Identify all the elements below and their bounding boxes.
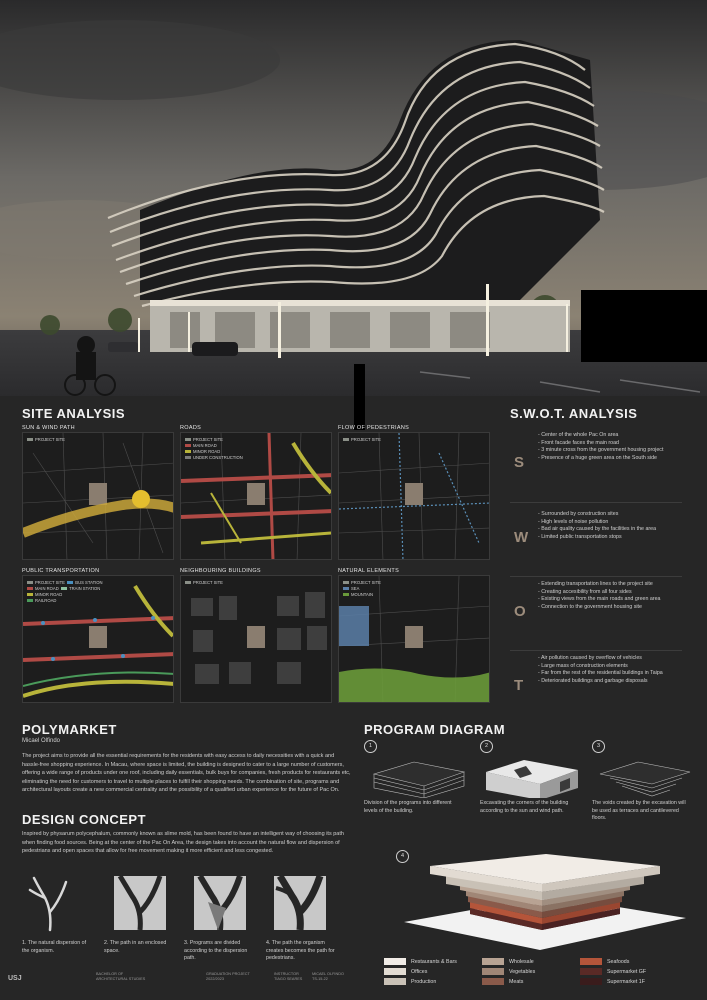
swot-letter: T <box>514 677 524 694</box>
footer-student: MICAEL OLFINDO TS-15-22 <box>312 972 344 981</box>
concept-step-caption: 2. The path in an enclosed space. <box>104 940 167 954</box>
legend-item: Wholesale <box>482 958 534 965</box>
legend-item: Supermarket GF <box>580 968 646 975</box>
concept-step-caption: 3. Programs are divided according to the dispersion path. <box>184 940 248 962</box>
step-number: 3 <box>592 740 605 753</box>
footer-project: GRADUATION PROJECT 2022/2023 <box>206 972 250 981</box>
map-legend: PROJECT SITE <box>343 437 381 443</box>
swot-row-threats <box>510 650 682 725</box>
swot-row-weaknesses <box>510 502 682 577</box>
swot-list: - Air pollution caused by overflow of vehicles - Large mass of construction elements - Far from the rest of the residential buildings in Taipa - Deteriorated buildings and garbage disposals <box>538 655 663 684</box>
program-step-caption: The voids created by the excavation will be used as terraces and cantilevered floors. <box>592 800 686 822</box>
legend-item: Restaurants & Bars <box>384 958 457 965</box>
map-title-neighbouring: NEIGHBOURING BUILDINGS <box>180 568 261 574</box>
concept-step-3-graphic <box>194 876 246 930</box>
map-natural <box>338 575 490 703</box>
swot-title: S.W.O.T. ANALYSIS <box>510 406 638 421</box>
step-number: 4 <box>396 850 409 863</box>
map-graphic <box>339 433 490 560</box>
map-legend: PROJECT SITE <box>185 580 223 586</box>
step-1-massing <box>374 762 464 798</box>
swot-list: - Surrounded by construction sites - High levels of noise pollution - Bad air quality caused by the facilities in the area - Limited public transportation stops <box>538 511 657 540</box>
footer-degree: BACHELOR OF ARCHITECTURAL STUDIES <box>96 972 146 981</box>
concept-step-4-graphic <box>274 876 326 930</box>
redacted-bar <box>354 364 365 430</box>
map-legend: PROJECT SITE <box>27 437 65 443</box>
step-3-massing <box>600 762 690 796</box>
map-legend: PROJECT SITE SEA MOUNTAIN <box>343 580 381 598</box>
concept-step-1-graphic <box>30 878 66 930</box>
map-transport <box>22 575 174 703</box>
legend-item: Offices <box>384 968 427 975</box>
map-title-transport: PUBLIC TRANSPORTATION <box>22 568 100 574</box>
map-title-roads: ROADS <box>180 425 202 431</box>
map-legend: PROJECT SITE MAIN ROAD MINOR ROAD UNDER CONSTRUCTION <box>185 437 243 461</box>
map-pedestrians <box>338 432 490 560</box>
map-title-natural: NATURAL ELEMENTS <box>338 568 400 574</box>
polymarket-title: POLYMARKET <box>22 722 117 737</box>
map-title-sun-wind: SUN & WIND PATH <box>22 425 75 431</box>
author-name: Micael Olfindo <box>22 738 61 744</box>
swot-letter: W <box>514 529 529 546</box>
design-concept-body: Inspired by physarum polycephalum, commonly known as slime mold, has been found to have an intelligent way of choosing its path when finding food sources. Being at the center of the Pac On Area, the design takes into account the natural flow and dispersion of pedestrians and open spaces that allow for free movement making it more efficient and less congested. <box>22 831 344 855</box>
legend-item: Supermarket 1F <box>580 978 645 985</box>
polymarket-body: The project aims to provide all the essential requirements for the residents with easy access to daily necessities with a quick and hassle-free shopping experience. In Macau, where space is limited, the building is designed to cater to a large number of customers, offering a wide range of products under one roof, including daily essentials, bulk buys for companies, fresh products for restaurants etc, eliminating the need for customers to travel to multiple places to fulfill their shopping needs. The combination of site, programs and architectural layouts create a new commercial centrality and the possibility of a qualified urban experience for the future of Pac On. <box>22 753 351 794</box>
university-logo: USJ <box>8 975 22 982</box>
legend-item: Vegetables <box>482 968 535 975</box>
swot-row-strengths <box>510 428 682 502</box>
map-roads <box>180 432 332 560</box>
program-diagram-title: PROGRAM DIAGRAM <box>364 722 506 737</box>
site-analysis-title: SITE ANALYSIS <box>22 406 126 421</box>
legend-item: Meats <box>482 978 523 985</box>
redacted-block <box>581 290 707 362</box>
map-graphic <box>23 433 174 560</box>
program-step-graphics <box>364 752 694 798</box>
footer-instructor: INSTRUCTOR TIAGO SEARES <box>274 972 303 981</box>
program-stack-diagram <box>400 852 690 952</box>
legend-item: Production <box>384 978 436 985</box>
legend-item: Seafoods <box>580 958 629 965</box>
map-sun-wind <box>22 432 174 560</box>
program-step-caption: Excavating the corners of the building according to the sun and wind path. <box>480 800 569 814</box>
design-concept-title: DESIGN CONCEPT <box>22 812 147 827</box>
map-title-pedestrians: FLOW OF PEDESTRIANS <box>338 425 410 431</box>
program-step-caption: Division of the programs into different levels of the building. <box>364 800 452 814</box>
map-legend: PROJECT SITE BUS STATION MAIN ROAD TRAIN STATION MINOR ROAD RAILROAD <box>27 580 103 604</box>
step-2-massing <box>486 760 578 798</box>
map-graphic <box>181 576 332 703</box>
step-number: 2 <box>480 740 493 753</box>
swot-row-opportunities <box>510 576 682 651</box>
swot-letter: S <box>514 454 525 471</box>
map-neighbouring <box>180 575 332 703</box>
swot-list: - Center of the whole Pac On area - Front facade faces the main road - 3 minute cross from the government housing project - Presence of a huge green area on the South side <box>538 432 664 461</box>
concept-step-caption: 4. The path the organism creates becomes the path for pedestrians. <box>266 940 335 962</box>
concept-step-caption: 1. The natural dispersion of the organism. <box>22 940 87 954</box>
swot-letter: O <box>514 603 526 620</box>
concept-step-2-graphic <box>114 876 166 930</box>
step-number: 1 <box>364 740 377 753</box>
slime-mold-diagrams <box>22 872 352 934</box>
swot-list: - Extending transportation lines to the project site - Creating accesibility from all four sides - Existing views from the main roads and green area - Connection to the government housing site <box>538 581 661 610</box>
